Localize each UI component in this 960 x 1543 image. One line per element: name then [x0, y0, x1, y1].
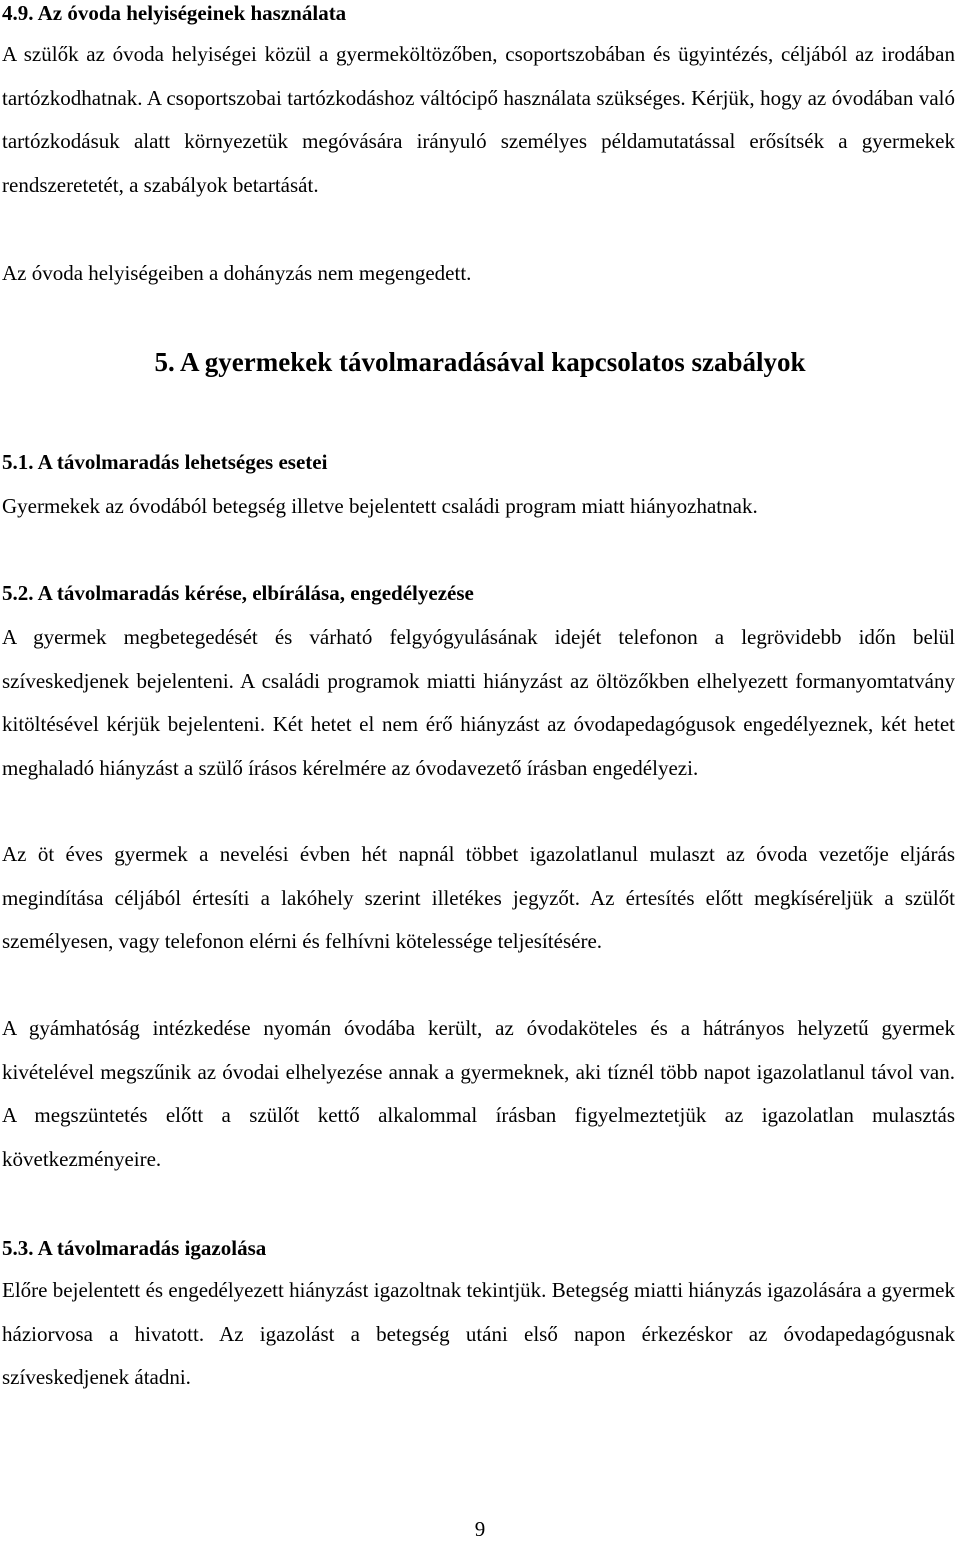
- section-4-9-paragraph: A szülők az óvoda helyiségei közül a gyermeköltözőben, csoportszobában és ügyintézés, céljából az irodában tartózkodhatnak. A csoportszobai tartózkodáshoz váltócipő használata szükséges. Kérjük, hogy az óvodában való tartózkodásuk alatt környezetük megóvására irányuló személyes példamutatással erősítsék a gyermekek rendszeretetét, a szabályok betartását.: [2, 42, 955, 197]
- section-5-2-paragraph-3: A gyámhatóság intézkedése nyomán óvodába került, az óvodaköteles és a hátrányos helyzetű gyermek kivételével megszűnik az óvodai elhelyezése annak a gyermeknek, aki tíznél több napot igazolatlanul távol van. A megszüntetés előtt a szülőt kettő alkalommal írásban figyelmeztetjük az igazolatlan mulasztás következményeire.: [2, 1016, 955, 1171]
- section-5-2-paragraph-1: A gyermek megbetegedését és várható felgyógyulásának idejét telefonon a legrövidebb időn belül szíveskedjenek bejelenteni. A családi programok miatti hiányzást az öltözőkben elhelyezett formanyomtatvány kitöltésével kérjük bejelenteni. Két hetet el nem érő hiányzást az óvodapedagógusok engedélyeznek, két hetet meghaladó hiányzást a szülő írásos kérelmére az óvodavezető írásban engedélyezi.: [2, 625, 955, 780]
- section-5-1-paragraph: Gyermekek az óvodából betegség illetve bejelentett családi program miatt hiányozhatnak.: [2, 494, 758, 518]
- page-number: 9: [474, 1517, 486, 1541]
- chapter-5-heading: 5. A gyermekek távolmaradásával kapcsolatos szabályok: [154, 347, 806, 377]
- section-4-9-heading: 4.9. Az óvoda helyiségeinek használata: [2, 1, 347, 25]
- section-5-1-heading: 5.1. A távolmaradás lehetséges esetei: [2, 450, 328, 474]
- section-5-2-heading: 5.2. A távolmaradás kérése, elbírálása, engedélyezése: [2, 581, 474, 605]
- section-5-3-paragraph: Előre bejelentett és engedélyezett hiányzást igazoltnak tekintjük. Betegség miatti hiányzás igazolására a gyermek háziorvosa a hivatott. Az igazolást a betegség utáni első napon érkezéskor az óvodapedagógusnak szíveskedjenek átadni.: [2, 1278, 955, 1389]
- section-5-2-paragraph-2: Az öt éves gyermek a nevelési évben hét napnál többet igazolatlanul mulaszt az óvoda vezetője eljárás megindítása céljából értesíti a lakóhely szerint illetékes jegyzőt. Az értesítés előtt megkíséreljük a szülőt személyesen, vagy telefonon elérni és felhívni kötelessége teljesítésére.: [2, 842, 955, 953]
- smoking-note: Az óvoda helyiségeiben a dohányzás nem megengedett.: [2, 261, 472, 285]
- section-5-3-heading: 5.3. A távolmaradás igazolása: [2, 1236, 267, 1260]
